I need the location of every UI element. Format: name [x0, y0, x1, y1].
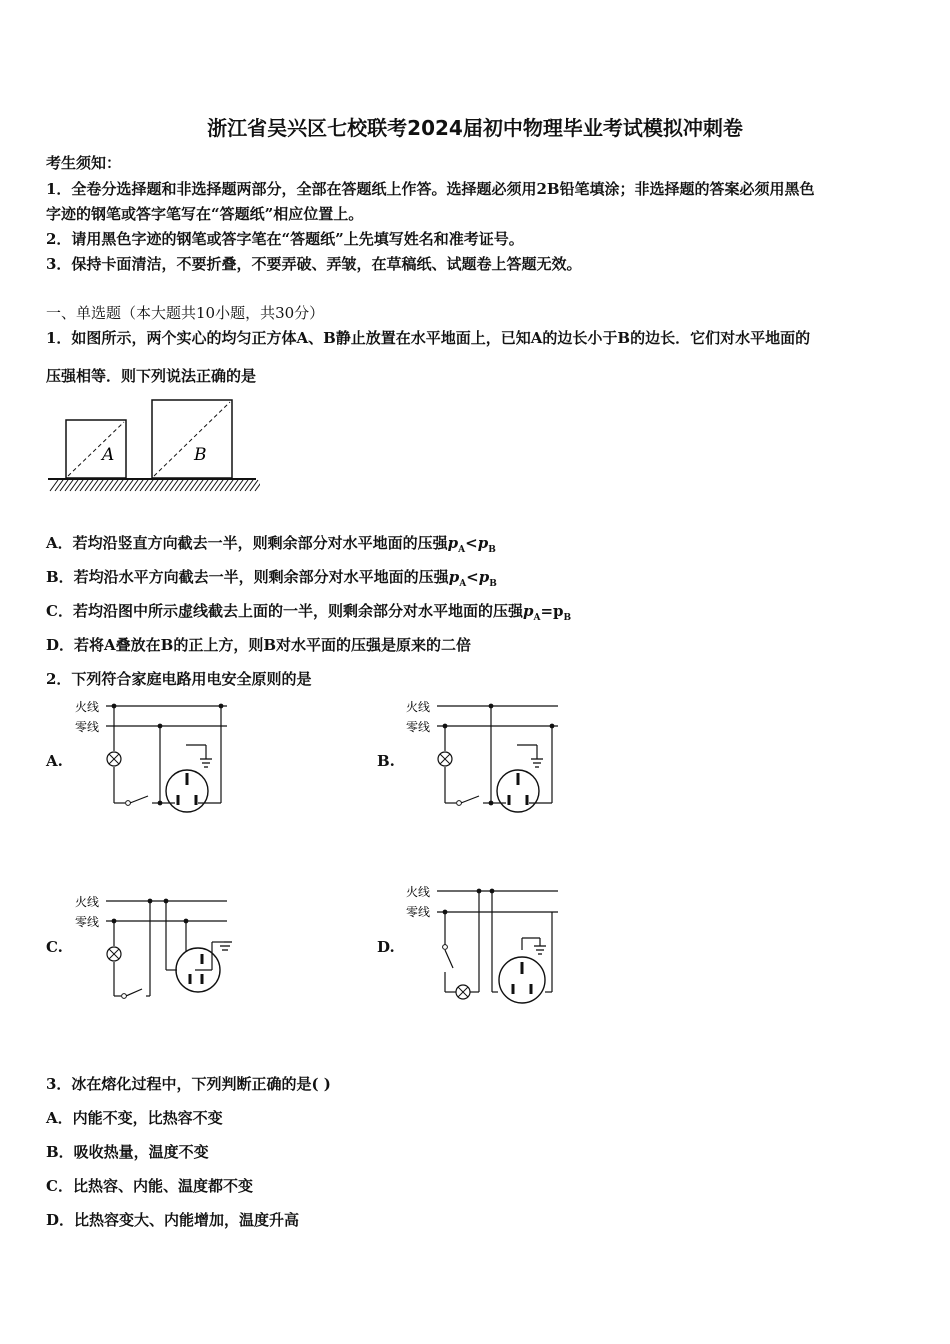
q1-figure-cubes — [46, 394, 260, 496]
ground-icon — [534, 946, 546, 954]
cube-b-diagonal — [154, 402, 230, 476]
switch-icon — [443, 945, 448, 950]
q1-stem-line1: 1．如图所示，两个实心的均匀正方体A、B静止放置在水平地面上，已知A的边长小于B的边长．它们对水平地面的 — [46, 329, 811, 347]
circuit-a — [72, 695, 232, 820]
neutral-wire-label: 零线 — [75, 915, 100, 929]
q3-option-c: C．比热容、内能、温度都不变 — [46, 1177, 253, 1195]
ground-icon — [220, 942, 232, 950]
section-heading: 一、单选题（本大题共10小题，共30分） — [46, 304, 325, 322]
notice-heading: 考生须知： — [46, 154, 122, 172]
q2-option-b-label: B. — [377, 752, 395, 770]
notice-item-1-cont: 字迹的钢笔或答字笔写在“答题纸”相应位置上。 — [46, 205, 364, 223]
page-title: 浙江省吴兴区七校联考2024届初中物理毕业考试模拟冲刺卷 — [207, 116, 743, 140]
lamp-icon — [107, 947, 121, 961]
circuit-b — [403, 695, 563, 820]
notice-item-1: 1．全卷分选择题和非选择题两部分，全部在答题纸上作答。选择题必须用2B铅笔填涂；非选择题的答案必须用黑色 — [46, 180, 815, 198]
circuit-b-wiring — [445, 706, 552, 803]
q3-option-b: B．吸收热量，温度不变 — [46, 1143, 209, 1161]
ground-hatching — [50, 480, 260, 491]
neutral-wire-label: 零线 — [406, 905, 431, 919]
circuit-c-wiring — [114, 901, 224, 996]
circuit-d-wiring — [445, 891, 552, 992]
q1-option-a: A．若均沿竖直方向截去一半，则剩余部分对水平地面的压强$p_A<p_B$ — [46, 534, 496, 555]
q1-stem-line2: 压强相等．则下列说法正确的是 — [46, 367, 257, 385]
notice-item-3: 3．保持卡面清洁，不要折叠，不要弄破、弄皱，在草稿纸、试题卷上答题无效。 — [46, 255, 582, 273]
switch-icon — [122, 994, 127, 999]
notice-item-2: 2．请用黑色字迹的钢笔或答字笔在“答题纸”上先填写姓名和准考证号。 — [46, 230, 524, 248]
q2-option-c-label: C. — [46, 938, 63, 956]
q3-option-a: A．内能不变，比热容不变 — [46, 1109, 223, 1127]
neutral-wire-label: 零线 — [406, 720, 431, 734]
live-wire-label: 火线 — [75, 700, 100, 714]
live-wire-label: 火线 — [406, 885, 431, 899]
cube-a-diagonal — [68, 422, 124, 476]
circuit-d — [403, 880, 563, 1005]
neutral-wire-label: 零线 — [75, 720, 100, 734]
ground-icon — [200, 759, 212, 767]
q2-stem: 2．下列符合家庭电路用电安全原则的是 — [46, 670, 312, 688]
live-wire-label: 火线 — [406, 700, 431, 714]
socket-icon — [497, 770, 539, 812]
switch-icon — [126, 801, 131, 806]
lamp-icon — [456, 985, 470, 999]
q1-option-b: B．若均沿水平方向截去一半，则剩余部分对水平地面的压强$p_A<p_B$ — [46, 568, 497, 589]
circuit-c — [72, 890, 232, 1005]
socket-icon — [499, 957, 545, 1003]
lamp-icon — [438, 752, 452, 766]
q3-option-d: D．比热容变大、内能增加，温度升高 — [46, 1211, 300, 1229]
q3-stem: 3．冰在熔化过程中，下列判断正确的是( ) — [46, 1075, 331, 1093]
switch-icon — [457, 801, 462, 806]
cube-a-label: A — [102, 445, 115, 465]
q1-option-d: D．若将A叠放在B的正上方，则B对水平面的压强是原来的二倍 — [46, 636, 472, 654]
socket-icon — [166, 770, 208, 812]
q1-option-c: C．若均沿图中所示虚线截去上面的一半，则剩余部分对水平地面的压强$p_A=p_B$ — [46, 602, 572, 623]
live-wire-label: 火线 — [75, 895, 100, 909]
q2-option-a-label: A. — [46, 752, 63, 770]
circuit-a-wiring — [114, 706, 221, 803]
ground-icon — [531, 759, 543, 767]
q2-option-d-label: D. — [377, 938, 395, 956]
lamp-icon — [107, 752, 121, 766]
cube-b-label: B — [194, 445, 207, 465]
